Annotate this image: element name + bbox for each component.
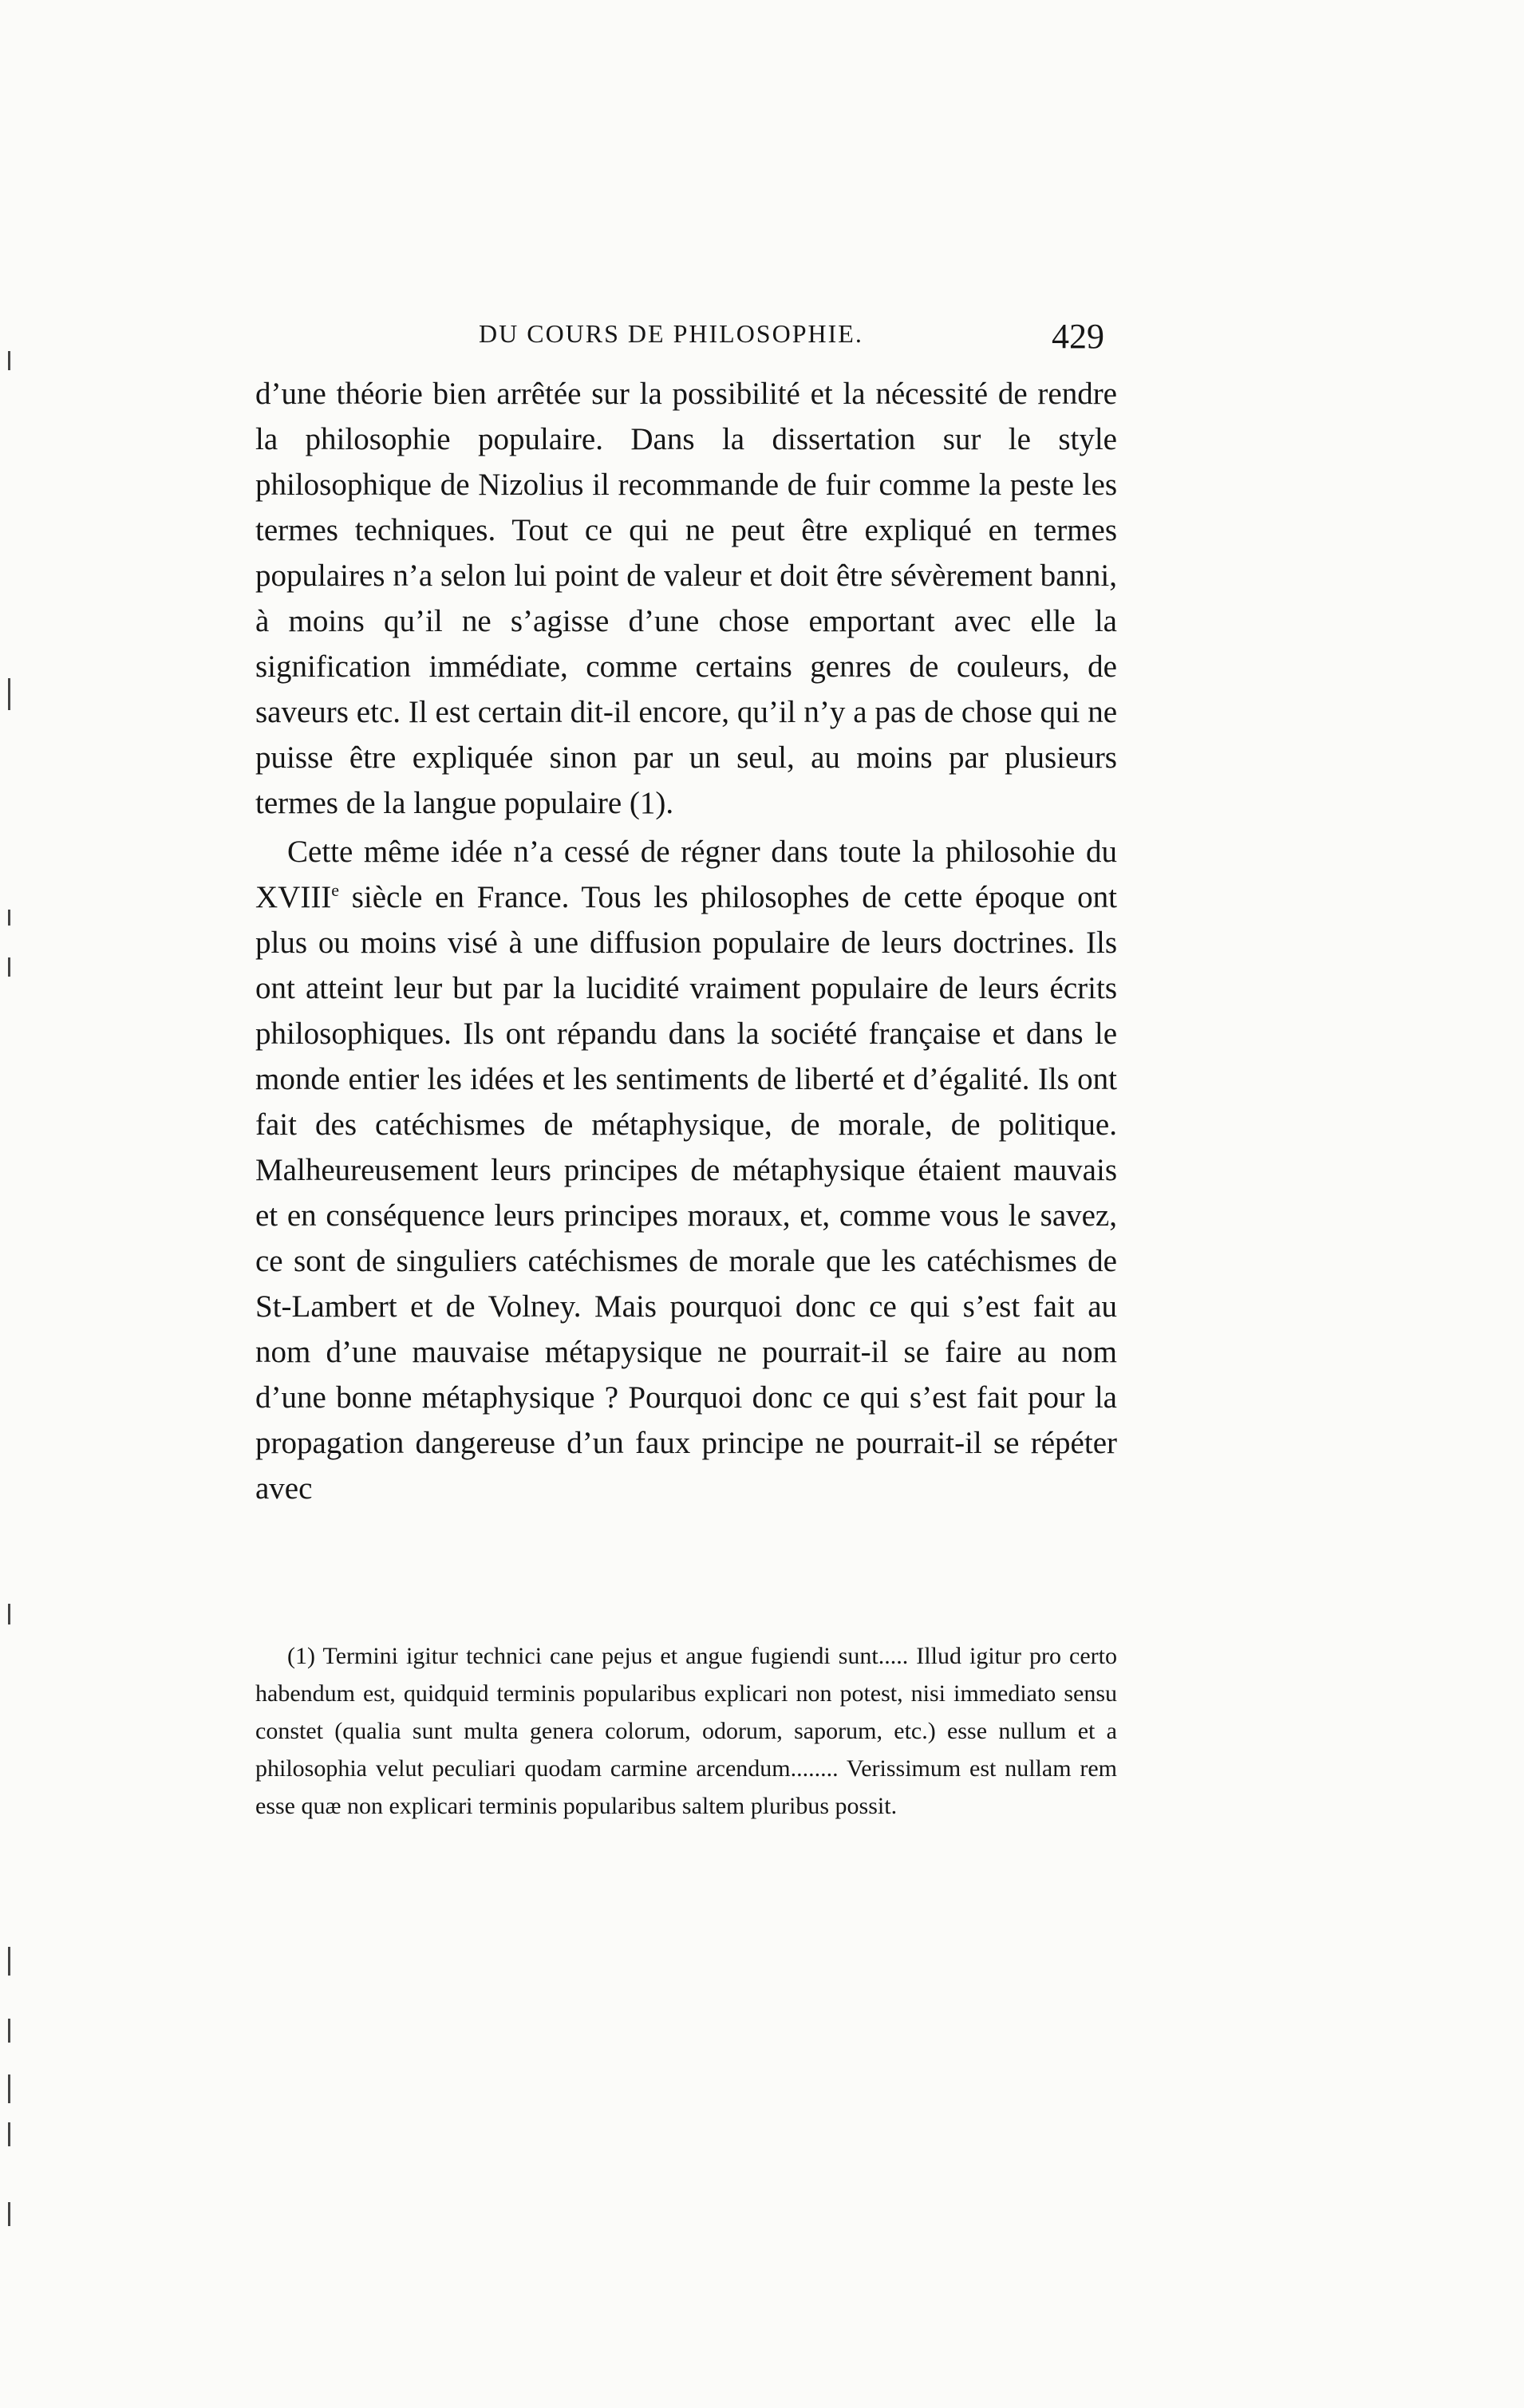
century-suffix: e — [331, 880, 340, 900]
page-number: 429 — [1052, 317, 1104, 356]
paragraph-2 — [255, 829, 1117, 1511]
running-title: DU COURS DE PHILOSOPHIE. — [479, 319, 863, 348]
main-text — [255, 371, 1117, 1511]
binding-edge-marks — [0, 0, 32, 2408]
footnote: (1) Termini igitur technici cane pejus et angue fugiendi sunt..... Illud igitur pro certo habendum est, quidquid terminis popularibus explicari non potest, nisi immediato sensu constet (qualia sunt multa genera colorum, odorum, saporum, etc.) esse nullum et a philosophia velut peculiari quodam carmine arcendum........ Verissimum est nullam rem esse quæ non explicari terminis popularibus saltem pluribus possit. — [255, 1643, 1117, 1819]
paragraph-1: d’une théorie bien arrêtée sur la possibilité et la nécessité de rendre la philosophie populaire. Dans la dissertation sur le style philosophique de Nizolius il recommande de fuir comme la peste les termes techniques. Tout ce qui ne peut être expliqué en termes populaires n’a selon lui point de valeur et doit être sévèrement banni, à moins qu’il ne s’agisse d’une chose emportant avec elle la signification immédiate, comme certains genres de couleurs, de saveurs etc. Il est certain dit-il encore, qu’il n’y a pas de chose qui ne puisse être expliquée sinon par un seul, au moins par plusieurs termes de la langue populaire (1). — [255, 377, 1117, 820]
paragraph-2-rest: siècle en France. Tous les philosophes de cette époque ont plus ou moins visé à une diffusion populaire de leurs doctrines. Ils ont atteint leur but par la lucidité vraiment populaire de leurs écrits philosophiques. Ils ont répandu dans la société française et dans le monde entier les idées et les sentiments de liberté et d’égalité. Ils ont fait des catéchismes de métaphysique, de morale, de politique. Malheureusement leurs principes de métaphysique étaient mauvais et en conséquence leurs principes moraux, et, comme vous le savez, ce sont de singuliers catéchismes de morale que les catéchismes de St-Lambert et de Volney. Mais pourquoi donc ce qui s’est fait au nom d’une mauvaise métapysique ne pourrait-il se faire au nom d’une bonne métaphysique ? Pourquoi donc ce qui s’est fait pour la propagation dangereuse d’un faux principe ne pourrait-il se répéter avec — [255, 880, 1117, 1506]
century-numeral: XVIII — [255, 880, 332, 914]
paragraph-2-start: Cette même idée n’a cessé de régner dans toute la philosohie du — [287, 835, 1117, 869]
